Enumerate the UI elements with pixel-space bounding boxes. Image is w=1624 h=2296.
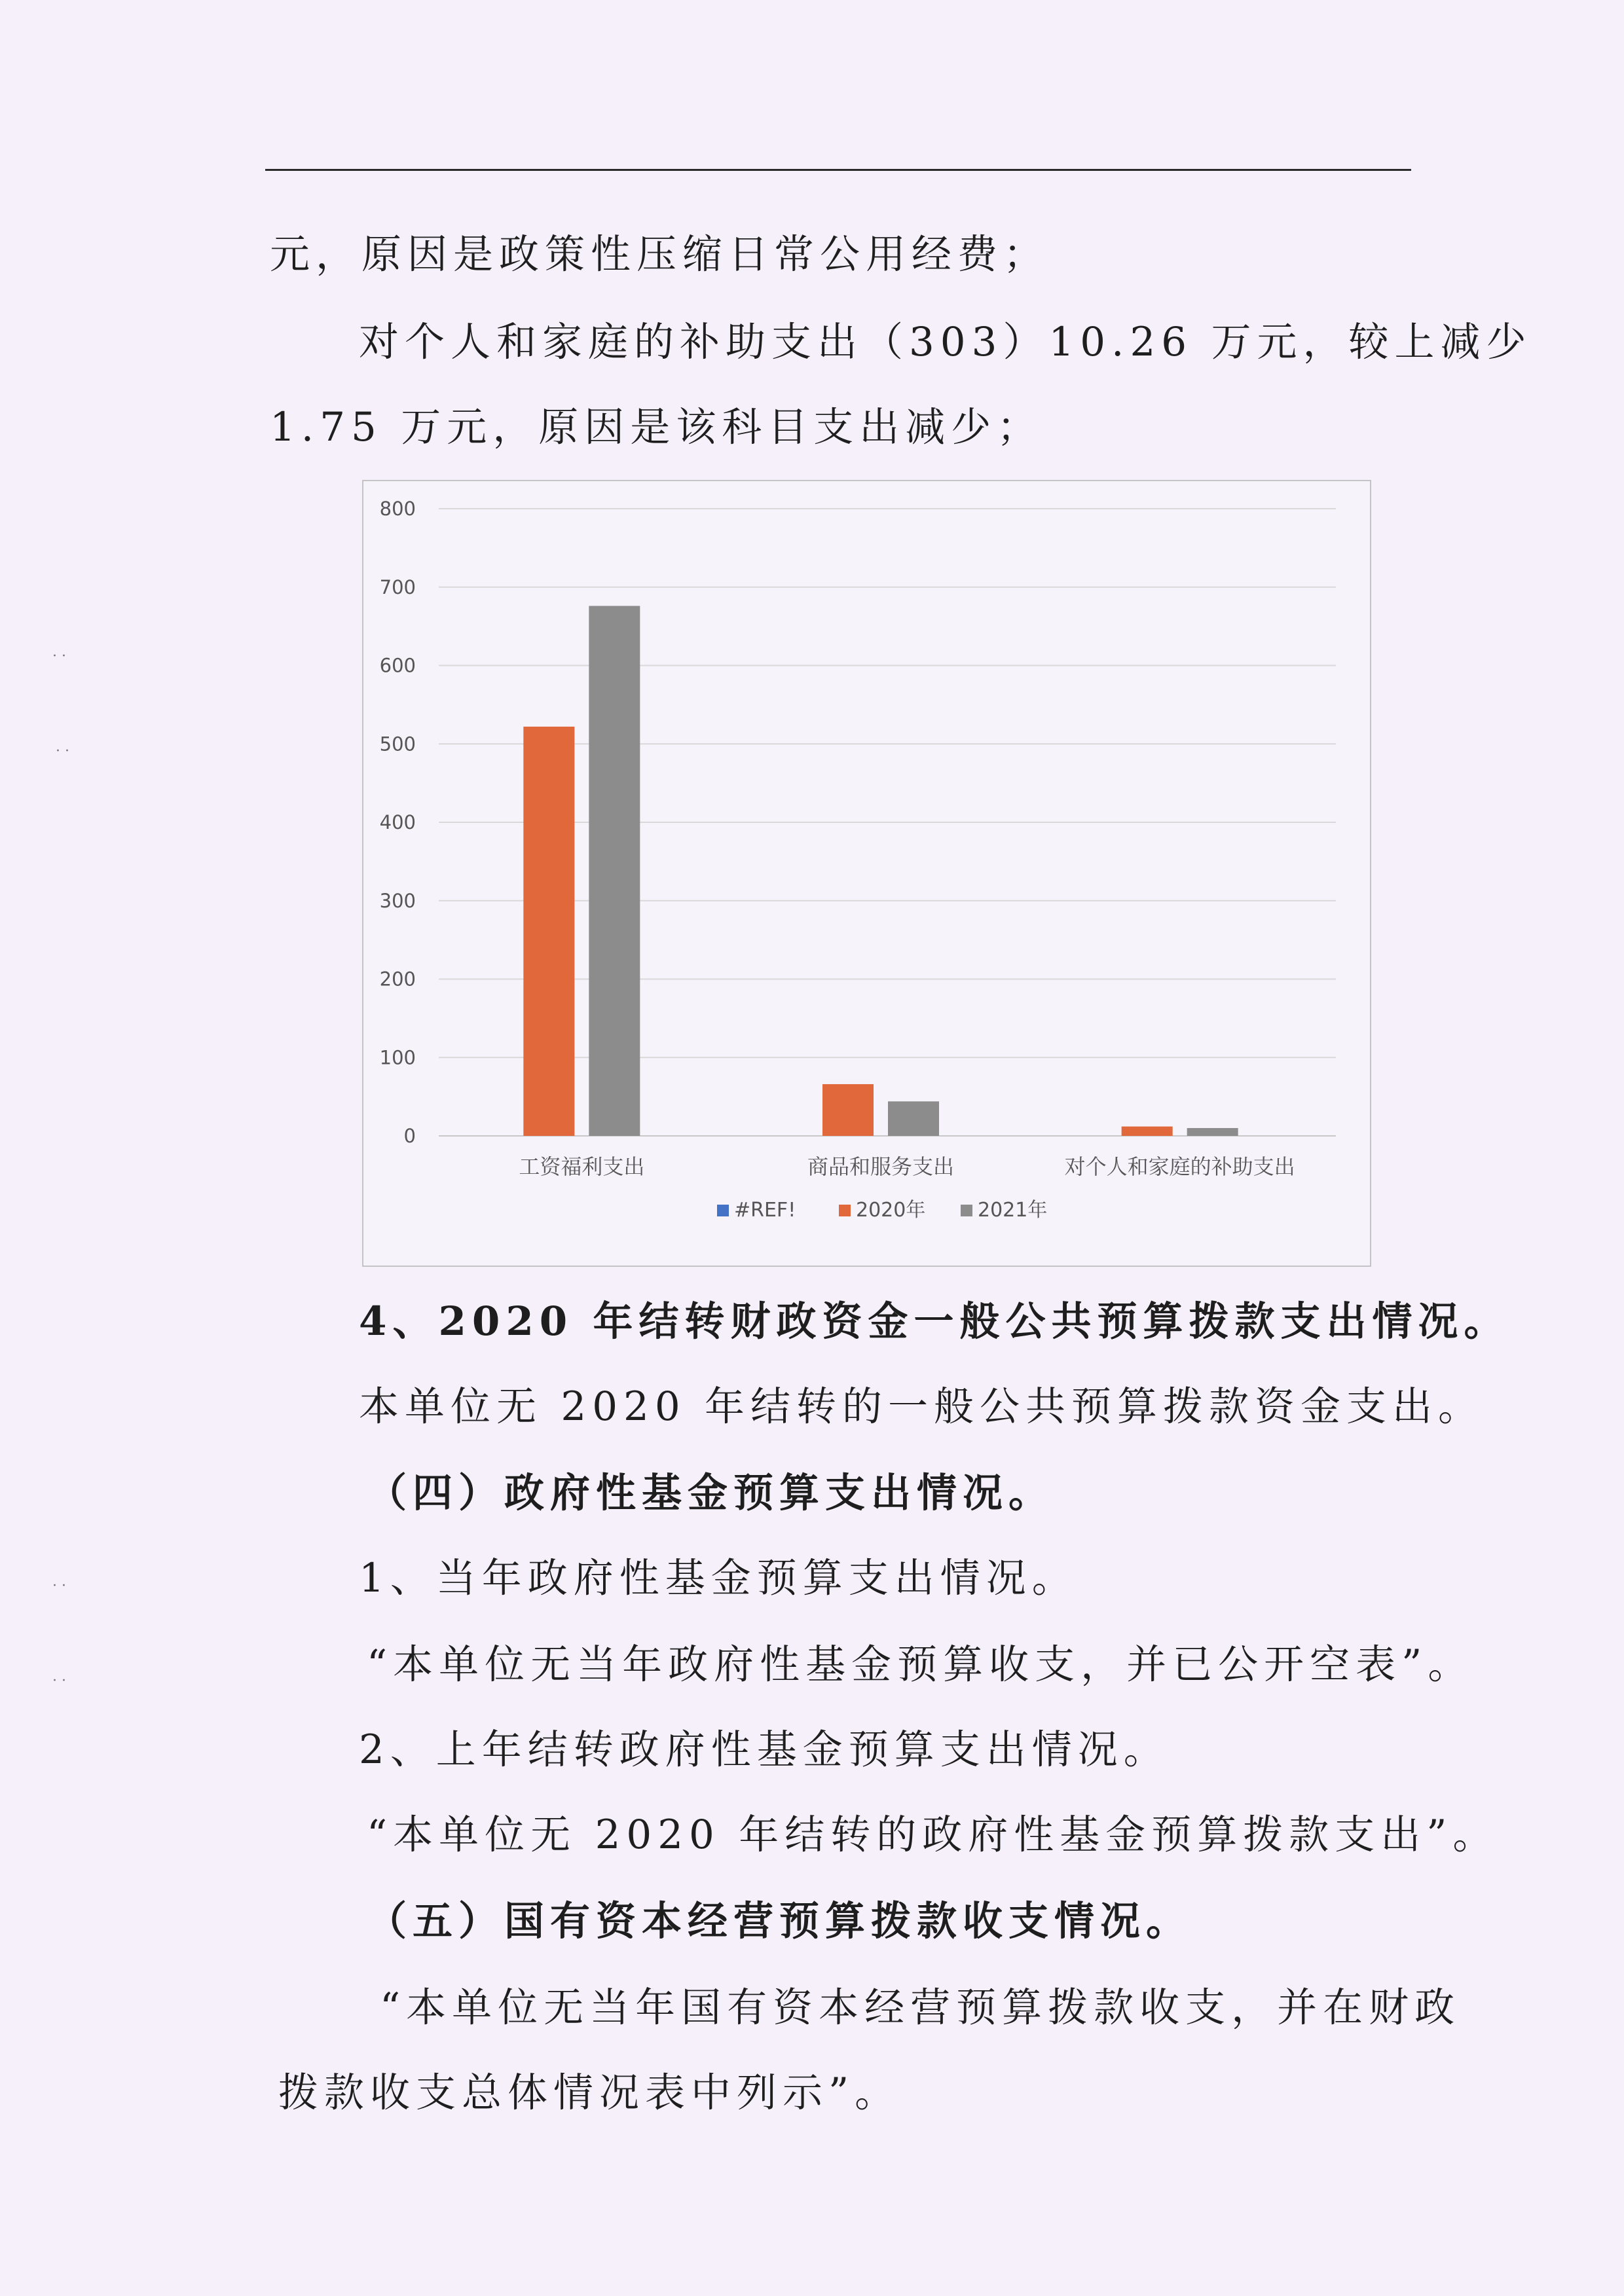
scan-mark: · · (52, 1673, 66, 1689)
section-heading-four: （四）政府性基金预算支出情况。 (367, 1470, 1055, 1516)
y-tick-label: 0 (403, 1125, 416, 1147)
y-tick-label: 400 (379, 811, 416, 833)
bar (888, 1101, 939, 1136)
bar (1122, 1127, 1173, 1136)
category-label: 对个人和家庭的补助支出 (1064, 1154, 1295, 1179)
y-tick-label: 700 (379, 575, 416, 598)
y-tick-label: 100 (379, 1046, 416, 1069)
expenditure-bar-chart (362, 480, 1371, 1267)
legend-swatch (717, 1205, 729, 1216)
paragraph-5: 本单位无 2020 年结转的一般公共预算拨款资金支出。 (359, 1383, 1485, 1430)
category-label: 工资福利支出 (519, 1154, 645, 1179)
subheading-1: 1、当年政府性基金预算支出情况。 (359, 1555, 1078, 1601)
paragraph-2: 对个人和家庭的补助支出（303）10.26 万元，较上减少 (359, 319, 1532, 365)
scan-mark: · · (56, 743, 69, 759)
paragraph-13: 拨款收支总体情况表中列示”。 (278, 2069, 901, 2116)
legend-label: 2020年 (856, 1199, 926, 1222)
y-tick-label: 300 (379, 889, 416, 912)
scan-mark: · · (52, 648, 66, 665)
y-tick-label: 800 (379, 498, 416, 520)
y-tick-label: 200 (379, 968, 416, 991)
y-tick-label: 600 (379, 654, 416, 677)
bar (523, 727, 574, 1136)
bar (589, 606, 640, 1136)
paragraph-12: “本单位无当年国有资本经营预算拨款收支，并在财政 (380, 1984, 1461, 2031)
legend-label: 2021年 (978, 1199, 1048, 1222)
legend-swatch (961, 1205, 972, 1216)
scan-mark: · · (52, 1578, 66, 1594)
section-heading-4: 4、2020 年结转财政资金一般公共预算拨款支出情况。 (359, 1298, 1510, 1345)
bar (1187, 1128, 1238, 1136)
section-heading-five: （五）国有资本经营预算拨款收支情况。 (367, 1898, 1192, 1944)
paragraph-1: 元，原因是政策性压缩日常公用经费； (270, 231, 1050, 278)
bar (822, 1084, 874, 1136)
legend-label: #REF! (734, 1199, 796, 1222)
y-tick-label: 500 (379, 733, 416, 756)
header-rule (265, 169, 1411, 171)
legend-swatch (839, 1205, 851, 1216)
subheading-2: 2、上年结转政府性基金预算支出情况。 (359, 1726, 1170, 1773)
chart-svg (363, 481, 1370, 1266)
paragraph-10: “本单位无 2020 年结转的政府性基金预算拨款支出”。 (367, 1812, 1499, 1858)
category-label: 商品和服务支出 (807, 1154, 955, 1179)
paragraph-8: “本单位无当年政府性基金预算收支，并已公开空表”。 (367, 1641, 1474, 1688)
paragraph-3: 1.75 万元，原因是该科目支出减少； (270, 404, 1043, 450)
